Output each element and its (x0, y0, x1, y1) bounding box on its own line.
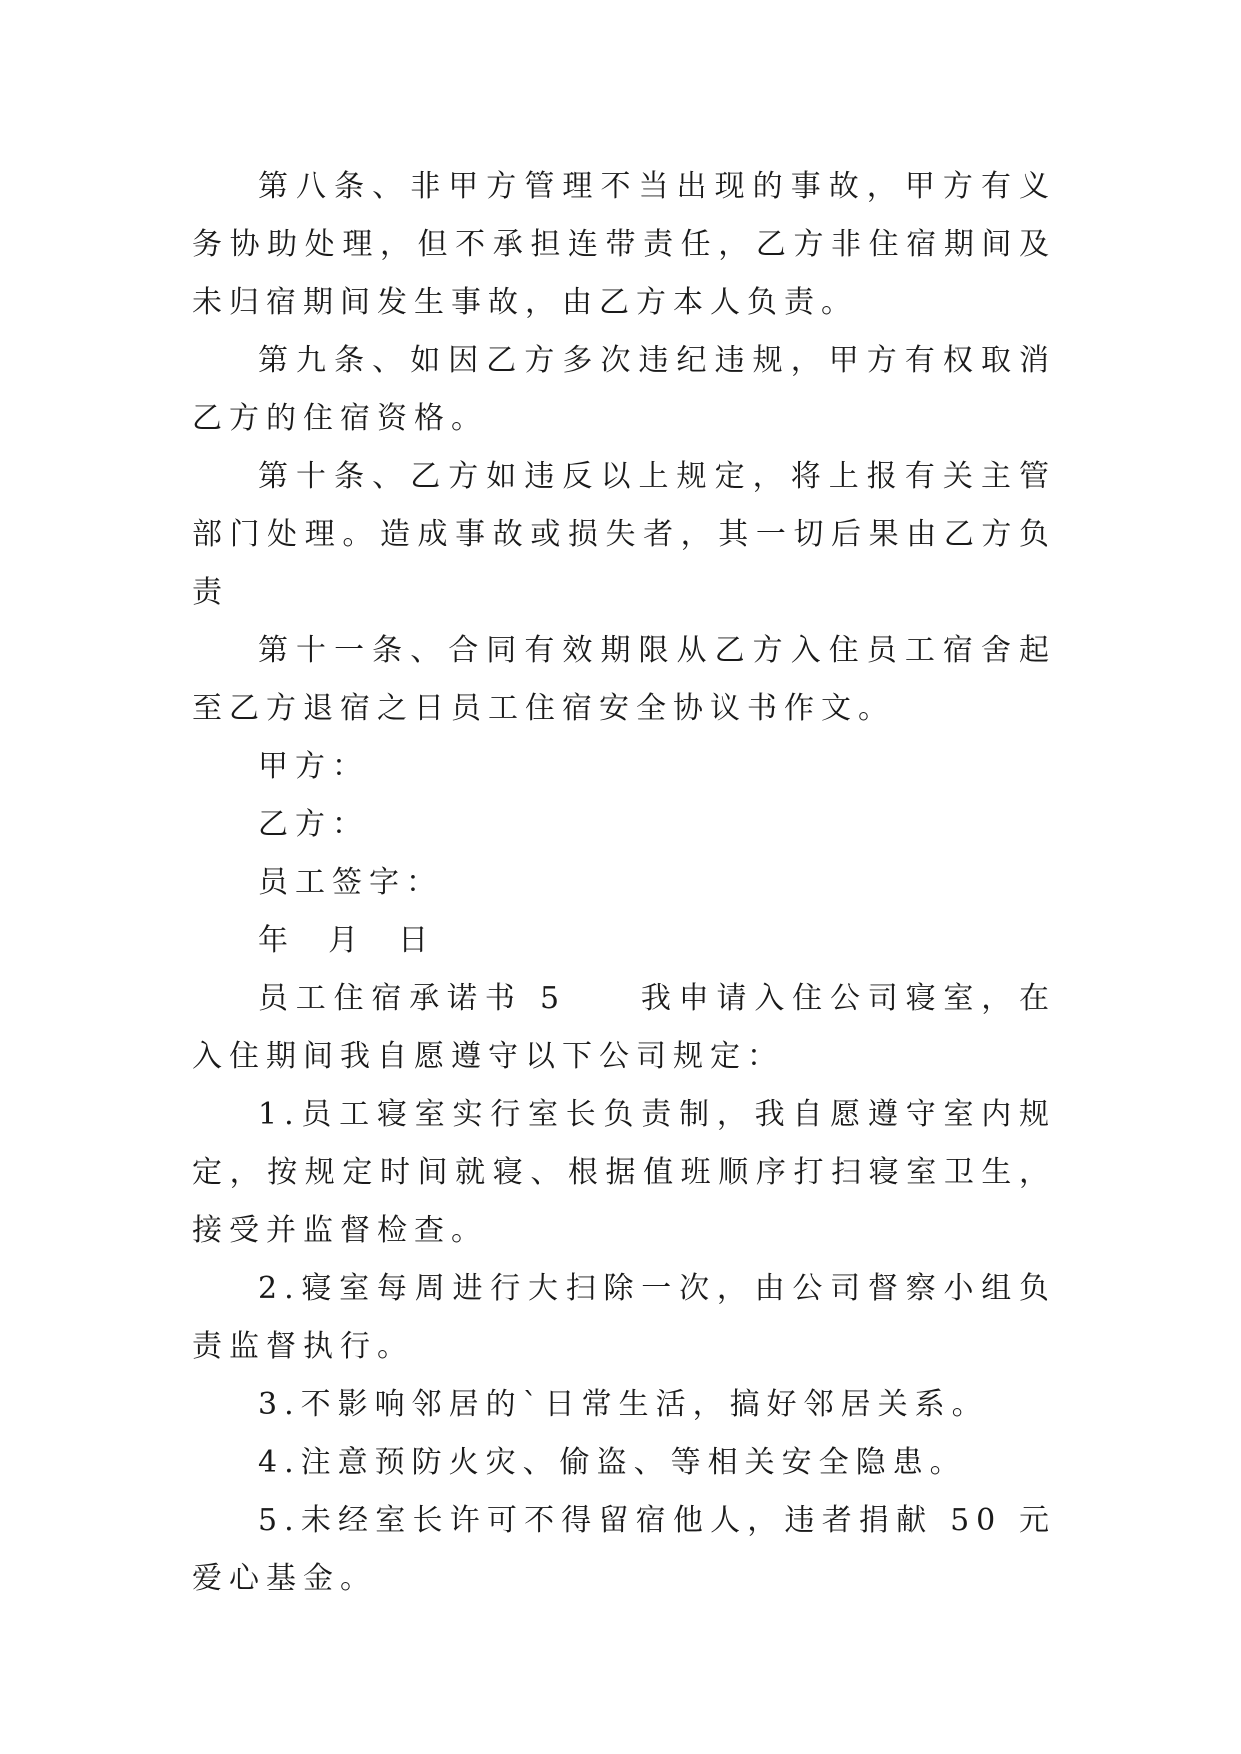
paragraph-article-11: 第十一条、合同有效期限从乙方入住员工宿舍起至乙方退宿之日员工住宿安全协议书作文。 (192, 633, 1056, 726)
rule-item-3: 3.不影响邻居的`日常生活，搞好邻居关系。 (258, 1387, 989, 1422)
rule-item-2: 2.寝室每周进行大扫除一次，由公司督察小组负责监督执行。 (192, 1271, 1056, 1364)
paragraph-article-10: 第十条、乙方如违反以上规定，将上报有关主管部门处理。造成事故或损失者，其一切后果由乙方负责 (192, 459, 1056, 610)
party-b-line: 乙方： (258, 807, 369, 842)
section-intro: 我申请入住公司寝室，在入住期间我自愿遵守以下公司规定： (192, 981, 1057, 1074)
rule-item-1: 1.员工寝室实行室长负责制，我自愿遵守室内规定，按规定时间就寝、根据值班顺序打扫寝室卫生，接受并监督检查。 (192, 1097, 1056, 1248)
section-heading-paragraph (192, 970, 1056, 1086)
rule-item-5: 5.未经室长许可不得留宿他人，违者捐献 50 元爱心基金。 (192, 1503, 1056, 1596)
party-a-line: 甲方： (258, 749, 369, 784)
employee-signature-line: 员工签字： (258, 865, 443, 900)
paragraph-article-9: 第九条、如因乙方多次违纪违规，甲方有权取消乙方的住宿资格。 (192, 343, 1056, 436)
date-line: 年 月 日 (258, 923, 436, 958)
rule-item-4: 4.注意预防火灾、偷盗、等相关安全隐患。 (258, 1445, 967, 1480)
document-body (192, 158, 1056, 1608)
paragraph-article-8: 第八条、非甲方管理不当出现的事故，甲方有义务协助处理，但不承担连带责任，乙方非住宿期间及未归宿期间发生事故，由乙方本人负责。 (192, 169, 1056, 320)
section-title: 员工住宿承诺书 5 (258, 981, 567, 1016)
